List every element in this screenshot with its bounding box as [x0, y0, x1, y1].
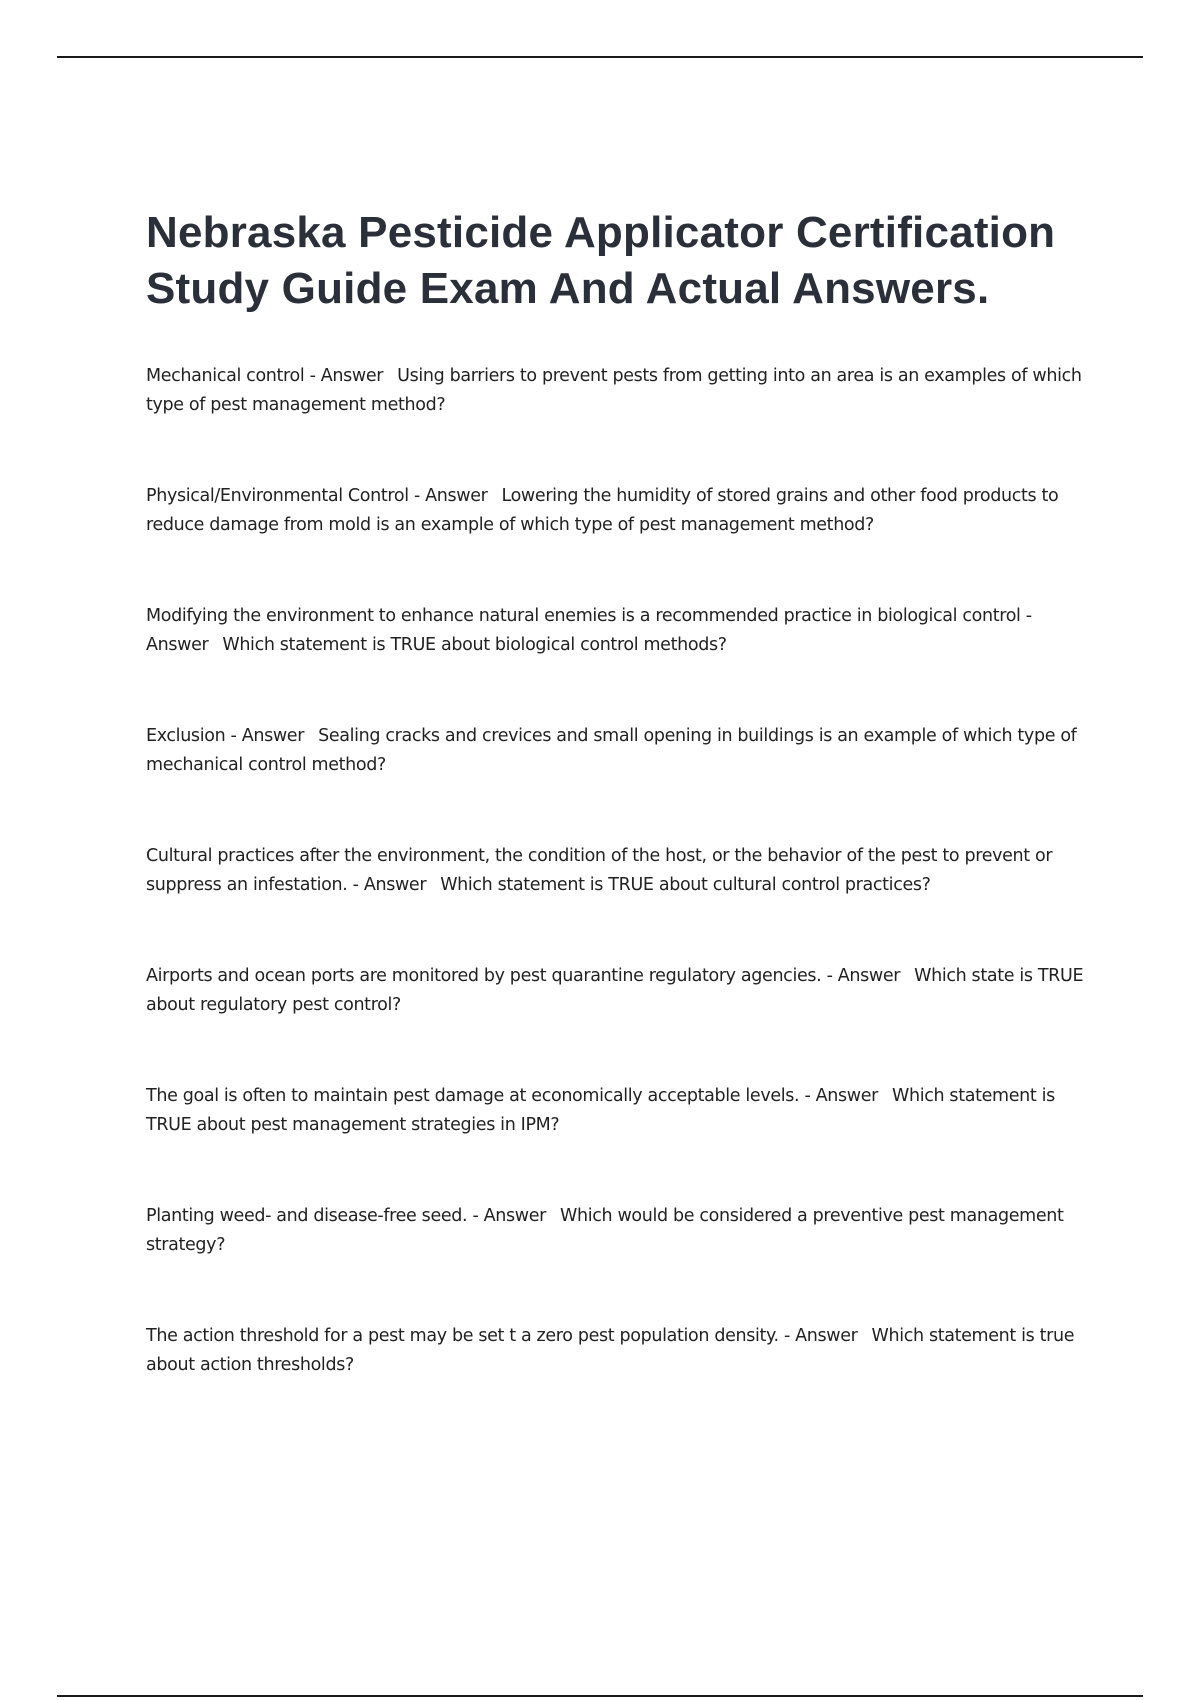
answer-label: - Answer [225, 726, 305, 746]
question-text: Which statement is TRUE about pest management strategies in IPM? [146, 1086, 1055, 1135]
document-title: Nebraska Pesticide Applicator Certification Study Guide Exam And Actual Answers. [146, 208, 1056, 313]
answer-text: The action threshold for a pest may be set t a zero pest population density. [146, 1326, 779, 1346]
answer-label: - Answer [146, 606, 1032, 655]
qa-item [146, 1322, 1096, 1380]
answer-text: Airports and ocean ports are monitored by pest quarantine regulatory agencies. [146, 966, 822, 986]
bottom-rule [57, 1695, 1143, 1697]
answer-label: - Answer [347, 875, 427, 895]
question-text: Sealing cracks and crevices and small opening in buildings is an example of which type of mechanical control method? [146, 726, 1077, 775]
answer-text: Mechanical control [146, 366, 305, 386]
top-rule [57, 56, 1143, 58]
answer-text: Planting weed- and disease-free seed. [146, 1206, 468, 1226]
question-text: Which statement is TRUE about biological control methods? [222, 635, 727, 655]
document-body [146, 205, 1096, 1442]
answer-text: The goal is often to maintain pest damage at economically acceptable levels. [146, 1086, 800, 1106]
answer-label: - Answer [467, 1206, 547, 1226]
question-text: Which statement is TRUE about cultural control practices? [440, 875, 931, 895]
qa-item [146, 1082, 1096, 1140]
answer-text: Modifying the environment to enhance natural enemies is a recommended practice in biological control [146, 606, 1021, 626]
qa-item [146, 962, 1096, 1020]
answer-label: - Answer [304, 366, 384, 386]
question-text: Which would be considered a preventive pest management strategy? [146, 1206, 1064, 1255]
answer-text: Physical/Environmental Control [146, 486, 409, 506]
question-text: Which state is TRUE about regulatory pest control? [146, 966, 1084, 1015]
question-text: Using barriers to prevent pests from getting into an area is an examples of which type of pest management method? [146, 366, 1082, 415]
qa-item [146, 362, 1096, 420]
question-text: Which statement is true about action thresholds? [146, 1326, 1075, 1375]
answer-label: - Answer [821, 966, 901, 986]
answer-label: - Answer [778, 1326, 858, 1346]
answer-label: - Answer [408, 486, 488, 506]
answer-text: Exclusion [146, 726, 226, 746]
answer-text: Cultural practices after the environment, the condition of the host, or the behavior of the pest to prevent or suppress an infestation. [146, 846, 1053, 895]
qa-item [146, 482, 1096, 540]
qa-item [146, 722, 1096, 780]
qa-item [146, 842, 1096, 900]
qa-item [146, 602, 1096, 660]
qa-item [146, 1202, 1096, 1260]
question-text: Lowering the humidity of stored grains and other food products to reduce damage from mold is an example of which type of pest management method? [146, 486, 1059, 535]
answer-label: - Answer [799, 1086, 878, 1106]
